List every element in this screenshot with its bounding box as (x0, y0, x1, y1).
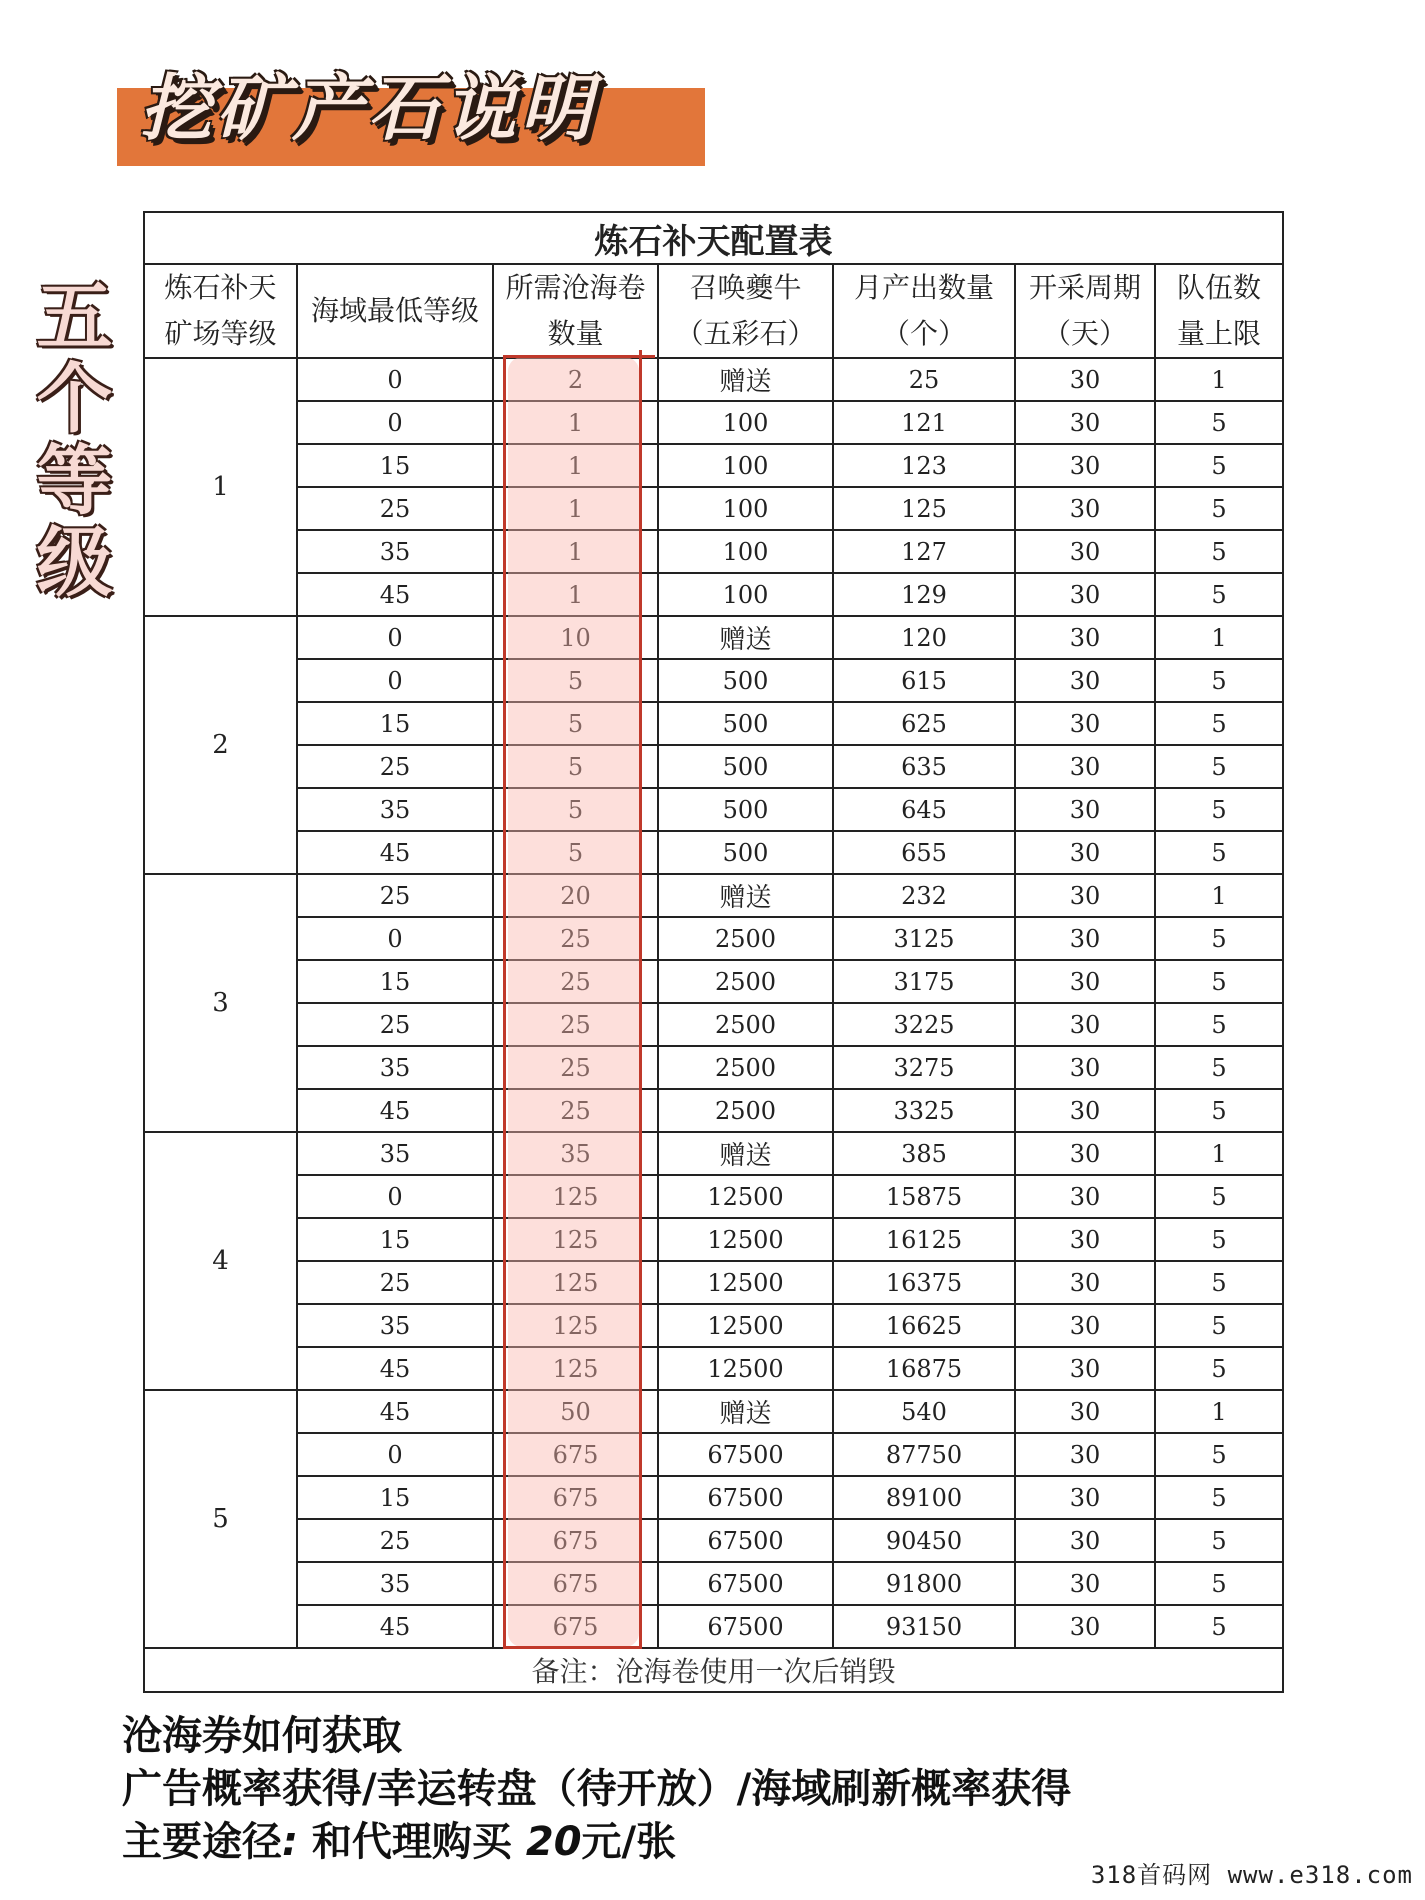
scroll-count-cell: 1 (493, 487, 658, 530)
team-limit-cell: 1 (1155, 358, 1283, 401)
column-header (144, 264, 297, 358)
config-table (143, 211, 1284, 1693)
table-row (144, 358, 1283, 401)
scroll-count-cell: 5 (493, 745, 658, 788)
team-limit-cell: 1 (1155, 874, 1283, 917)
monthly-output-cell: 90450 (833, 1519, 1015, 1562)
highlight-border-bottom (503, 1646, 642, 1649)
column-header-line: 海域最低等级 (310, 294, 479, 327)
team-limit-cell: 5 (1155, 444, 1283, 487)
mining-cycle-cell: 30 (1015, 487, 1155, 530)
monthly-output-cell: 129 (833, 573, 1015, 616)
team-limit-cell: 5 (1155, 1003, 1283, 1046)
monthly-output-cell: 25 (833, 358, 1015, 401)
table-row (144, 745, 1283, 788)
scroll-count-cell: 1 (493, 530, 658, 573)
min-sea-level-cell: 15 (297, 1218, 493, 1261)
min-sea-level-cell: 15 (297, 702, 493, 745)
team-limit-cell: 5 (1155, 745, 1283, 788)
table-row (144, 444, 1283, 487)
scroll-count-cell: 125 (493, 1218, 658, 1261)
monthly-output-cell: 232 (833, 874, 1015, 917)
monthly-output-cell: 16125 (833, 1218, 1015, 1261)
summon-cost-cell: 2500 (658, 917, 833, 960)
team-limit-cell: 5 (1155, 1605, 1283, 1648)
mine-level-cell: 5 (144, 1390, 297, 1648)
table-row (144, 1046, 1283, 1089)
column-header-line: （天） (1042, 317, 1127, 350)
column-header (493, 264, 658, 358)
monthly-output-cell: 3225 (833, 1003, 1015, 1046)
table-row (144, 702, 1283, 745)
min-sea-level-cell: 0 (297, 1175, 493, 1218)
table-row (144, 1261, 1283, 1304)
main-route-price: 20 (525, 1819, 582, 1865)
watermark: 318首码网 www.e318.com (1090, 1861, 1413, 1889)
summon-cost-cell: 500 (658, 659, 833, 702)
team-limit-cell: 5 (1155, 1347, 1283, 1390)
min-sea-level-cell: 0 (297, 616, 493, 659)
monthly-output-cell: 3325 (833, 1089, 1015, 1132)
scroll-count-cell: 125 (493, 1304, 658, 1347)
scroll-count-cell: 1 (493, 401, 658, 444)
summon-cost-cell: 12500 (658, 1304, 833, 1347)
min-sea-level-cell: 0 (297, 1433, 493, 1476)
team-limit-cell: 5 (1155, 1175, 1283, 1218)
team-limit-cell: 5 (1155, 917, 1283, 960)
team-limit-cell: 5 (1155, 831, 1283, 874)
column-header-line: 月产出数量 (853, 271, 994, 304)
mining-cycle-cell: 30 (1015, 616, 1155, 659)
scroll-count-cell: 125 (493, 1261, 658, 1304)
table-note: 备注：沧海卷使用一次后销毁 (144, 1648, 1283, 1692)
team-limit-cell: 5 (1155, 401, 1283, 444)
scroll-count-cell: 1 (493, 444, 658, 487)
scroll-count-cell: 25 (493, 1089, 658, 1132)
mining-cycle-cell: 30 (1015, 659, 1155, 702)
team-limit-cell: 5 (1155, 1433, 1283, 1476)
table-row (144, 1519, 1283, 1562)
monthly-output-cell: 3175 (833, 960, 1015, 1003)
table-row (144, 917, 1283, 960)
summon-cost-cell: 赠送 (658, 1132, 833, 1175)
monthly-output-cell: 15875 (833, 1175, 1015, 1218)
table-row (144, 788, 1283, 831)
mining-cycle-cell: 30 (1015, 1390, 1155, 1433)
table-row (144, 1132, 1283, 1175)
scroll-count-cell: 125 (493, 1347, 658, 1390)
team-limit-cell: 5 (1155, 1304, 1283, 1347)
monthly-output-cell: 540 (833, 1390, 1015, 1433)
monthly-output-cell: 16625 (833, 1304, 1015, 1347)
team-limit-cell: 5 (1155, 788, 1283, 831)
scroll-count-cell: 2 (493, 358, 658, 401)
column-header (1155, 264, 1283, 358)
min-sea-level-cell: 35 (297, 1132, 493, 1175)
mining-cycle-cell: 30 (1015, 960, 1155, 1003)
acquisition-heading: 沧海券如何获取 (122, 1713, 402, 1759)
summon-cost-cell: 67500 (658, 1605, 833, 1648)
team-limit-cell: 5 (1155, 1519, 1283, 1562)
acquisition-methods: 广告概率获得/幸运转盘（待开放）/海域刷新概率获得 (122, 1766, 1072, 1812)
summon-cost-cell: 100 (658, 573, 833, 616)
scroll-count-cell: 5 (493, 702, 658, 745)
mining-cycle-cell: 30 (1015, 788, 1155, 831)
table-row (144, 1175, 1283, 1218)
table-row (144, 616, 1283, 659)
table-row (144, 960, 1283, 1003)
summon-cost-cell: 12500 (658, 1347, 833, 1390)
table-row (144, 1304, 1283, 1347)
team-limit-cell: 1 (1155, 1390, 1283, 1433)
summon-cost-cell: 2500 (658, 1089, 833, 1132)
min-sea-level-cell: 45 (297, 1605, 493, 1648)
scroll-count-cell: 5 (493, 788, 658, 831)
table-row (144, 1347, 1283, 1390)
min-sea-level-cell: 45 (297, 831, 493, 874)
table-row (144, 874, 1283, 917)
summon-cost-cell: 12500 (658, 1261, 833, 1304)
table-row (144, 401, 1283, 444)
main-route-colon: : (282, 1819, 312, 1865)
column-header-line: 召唤夔牛 (689, 271, 802, 304)
summon-cost-cell: 100 (658, 487, 833, 530)
mining-cycle-cell: 30 (1015, 1605, 1155, 1648)
mining-cycle-cell: 30 (1015, 1218, 1155, 1261)
summon-cost-cell: 赠送 (658, 616, 833, 659)
main-route-prefix: 主要途径 (122, 1819, 282, 1865)
min-sea-level-cell: 25 (297, 1519, 493, 1562)
team-limit-cell: 5 (1155, 659, 1283, 702)
scroll-count-cell: 10 (493, 616, 658, 659)
min-sea-level-cell: 0 (297, 659, 493, 702)
team-limit-cell: 5 (1155, 1218, 1283, 1261)
column-header-line: 数量 (547, 317, 604, 350)
mining-cycle-cell: 30 (1015, 1261, 1155, 1304)
acquisition-main-route (122, 1816, 1071, 1869)
column-header-line: （个） (881, 317, 966, 350)
scroll-count-cell: 25 (493, 1003, 658, 1046)
summon-cost-cell: 67500 (658, 1519, 833, 1562)
min-sea-level-cell: 15 (297, 1476, 493, 1519)
table-caption: 炼石补天配置表 (144, 212, 1283, 264)
team-limit-cell: 5 (1155, 573, 1283, 616)
highlight-border-right (639, 350, 642, 1647)
summon-cost-cell: 67500 (658, 1433, 833, 1476)
min-sea-level-cell: 35 (297, 1046, 493, 1089)
mining-cycle-cell: 30 (1015, 831, 1155, 874)
summon-cost-cell: 2500 (658, 960, 833, 1003)
table-row (144, 1089, 1283, 1132)
scroll-count-cell: 5 (493, 659, 658, 702)
summon-cost-cell: 500 (658, 831, 833, 874)
mining-cycle-cell: 30 (1015, 401, 1155, 444)
main-route-suffix: 元/张 (581, 1819, 677, 1865)
min-sea-level-cell: 45 (297, 573, 493, 616)
team-limit-cell: 1 (1155, 616, 1283, 659)
min-sea-level-cell: 35 (297, 530, 493, 573)
mining-cycle-cell: 30 (1015, 1476, 1155, 1519)
column-header-line: （五彩石） (675, 317, 816, 350)
monthly-output-cell: 125 (833, 487, 1015, 530)
team-limit-cell: 5 (1155, 487, 1283, 530)
summon-cost-cell: 2500 (658, 1046, 833, 1089)
mine-level-cell: 2 (144, 616, 297, 874)
summon-cost-cell: 500 (658, 702, 833, 745)
column-header-line: 量上限 (1177, 317, 1262, 350)
table-row (144, 530, 1283, 573)
mining-cycle-cell: 30 (1015, 1562, 1155, 1605)
acquisition-info (122, 1710, 1071, 1869)
table-row (144, 1003, 1283, 1046)
min-sea-level-cell: 45 (297, 1089, 493, 1132)
monthly-output-cell: 16375 (833, 1261, 1015, 1304)
scroll-count-cell: 20 (493, 874, 658, 917)
summon-cost-cell: 500 (658, 788, 833, 831)
monthly-output-cell: 120 (833, 616, 1015, 659)
team-limit-cell: 5 (1155, 960, 1283, 1003)
mining-cycle-cell: 30 (1015, 745, 1155, 788)
monthly-output-cell: 16875 (833, 1347, 1015, 1390)
table-row (144, 573, 1283, 616)
mine-level-cell: 1 (144, 358, 297, 616)
mining-cycle-cell: 30 (1015, 1175, 1155, 1218)
mining-cycle-cell: 30 (1015, 1519, 1155, 1562)
team-limit-cell: 5 (1155, 1261, 1283, 1304)
mining-cycle-cell: 30 (1015, 358, 1155, 401)
highlight-border-top (503, 355, 655, 358)
column-header (1015, 264, 1155, 358)
mining-cycle-cell: 30 (1015, 1433, 1155, 1476)
mining-cycle-cell: 30 (1015, 1046, 1155, 1089)
table-row (144, 831, 1283, 874)
min-sea-level-cell: 35 (297, 1304, 493, 1347)
summon-cost-cell: 500 (658, 745, 833, 788)
table-row (144, 1218, 1283, 1261)
monthly-output-cell: 89100 (833, 1476, 1015, 1519)
mining-cycle-cell: 30 (1015, 1347, 1155, 1390)
monthly-output-cell: 93150 (833, 1605, 1015, 1648)
monthly-output-cell: 127 (833, 530, 1015, 573)
min-sea-level-cell: 25 (297, 1003, 493, 1046)
summon-cost-cell: 12500 (658, 1175, 833, 1218)
scroll-count-cell: 25 (493, 1046, 658, 1089)
min-sea-level-cell: 25 (297, 745, 493, 788)
min-sea-level-cell: 45 (297, 1347, 493, 1390)
summon-cost-cell: 67500 (658, 1476, 833, 1519)
config-table-wrapper (143, 211, 1282, 1693)
column-header (297, 264, 493, 358)
monthly-output-cell: 3125 (833, 917, 1015, 960)
min-sea-level-cell: 25 (297, 1261, 493, 1304)
highlight-border-left (503, 357, 506, 1647)
mining-cycle-cell: 30 (1015, 573, 1155, 616)
mining-cycle-cell: 30 (1015, 1132, 1155, 1175)
summon-cost-cell: 100 (658, 444, 833, 487)
monthly-output-cell: 625 (833, 702, 1015, 745)
summon-cost-cell: 2500 (658, 1003, 833, 1046)
summon-cost-cell: 赠送 (658, 1390, 833, 1433)
monthly-output-cell: 385 (833, 1132, 1015, 1175)
main-route-mid: 和代理购买 (311, 1819, 526, 1865)
table-row (144, 1605, 1283, 1648)
column-header (658, 264, 833, 358)
monthly-output-cell: 645 (833, 788, 1015, 831)
scroll-count-cell: 675 (493, 1519, 658, 1562)
monthly-output-cell: 3275 (833, 1046, 1015, 1089)
min-sea-level-cell: 25 (297, 874, 493, 917)
monthly-output-cell: 615 (833, 659, 1015, 702)
mining-cycle-cell: 30 (1015, 702, 1155, 745)
summon-cost-cell: 100 (658, 401, 833, 444)
team-limit-cell: 5 (1155, 530, 1283, 573)
min-sea-level-cell: 45 (297, 1390, 493, 1433)
side-label: 五个等级 (24, 276, 113, 604)
mine-level-cell: 3 (144, 874, 297, 1132)
min-sea-level-cell: 15 (297, 960, 493, 1003)
monthly-output-cell: 123 (833, 444, 1015, 487)
scroll-count-cell: 25 (493, 917, 658, 960)
scroll-count-cell: 675 (493, 1562, 658, 1605)
monthly-output-cell: 87750 (833, 1433, 1015, 1476)
scroll-count-cell: 35 (493, 1132, 658, 1175)
min-sea-level-cell: 0 (297, 401, 493, 444)
page-title: 挖矿产石说明 (140, 66, 597, 150)
team-limit-cell: 5 (1155, 1562, 1283, 1605)
table-row (144, 487, 1283, 530)
monthly-output-cell: 635 (833, 745, 1015, 788)
team-limit-cell: 5 (1155, 1089, 1283, 1132)
mining-cycle-cell: 30 (1015, 530, 1155, 573)
mining-cycle-cell: 30 (1015, 874, 1155, 917)
min-sea-level-cell: 15 (297, 444, 493, 487)
scroll-count-cell: 125 (493, 1175, 658, 1218)
table-row (144, 1562, 1283, 1605)
table-row (144, 659, 1283, 702)
team-limit-cell: 5 (1155, 1046, 1283, 1089)
team-limit-cell: 5 (1155, 702, 1283, 745)
min-sea-level-cell: 0 (297, 917, 493, 960)
summon-cost-cell: 100 (658, 530, 833, 573)
min-sea-level-cell: 35 (297, 1562, 493, 1605)
mining-cycle-cell: 30 (1015, 444, 1155, 487)
monthly-output-cell: 655 (833, 831, 1015, 874)
column-header-line: 队伍数 (1177, 271, 1262, 304)
column-header-line: 炼石补天 (164, 271, 277, 304)
mining-cycle-cell: 30 (1015, 1304, 1155, 1347)
table-row (144, 1390, 1283, 1433)
summon-cost-cell: 赠送 (658, 358, 833, 401)
min-sea-level-cell: 25 (297, 487, 493, 530)
scroll-count-cell: 1 (493, 573, 658, 616)
summon-cost-cell: 67500 (658, 1562, 833, 1605)
team-limit-cell: 1 (1155, 1132, 1283, 1175)
column-header-line: 开采周期 (1028, 271, 1141, 304)
mining-cycle-cell: 30 (1015, 917, 1155, 960)
scroll-count-cell: 5 (493, 831, 658, 874)
mining-cycle-cell: 30 (1015, 1089, 1155, 1132)
scroll-count-cell: 675 (493, 1476, 658, 1519)
summon-cost-cell: 赠送 (658, 874, 833, 917)
team-limit-cell: 5 (1155, 1476, 1283, 1519)
monthly-output-cell: 91800 (833, 1562, 1015, 1605)
column-header-line: 矿场等级 (164, 317, 277, 350)
column-header-line: 所需沧海卷 (505, 271, 646, 304)
scroll-count-cell: 50 (493, 1390, 658, 1433)
mine-level-cell: 4 (144, 1132, 297, 1390)
min-sea-level-cell: 0 (297, 358, 493, 401)
scroll-count-cell: 25 (493, 960, 658, 1003)
table-row (144, 1476, 1283, 1519)
column-header (833, 264, 1015, 358)
mining-cycle-cell: 30 (1015, 1003, 1155, 1046)
monthly-output-cell: 121 (833, 401, 1015, 444)
scroll-count-cell: 675 (493, 1605, 658, 1648)
min-sea-level-cell: 35 (297, 788, 493, 831)
scroll-count-cell: 675 (493, 1433, 658, 1476)
table-row (144, 1433, 1283, 1476)
summon-cost-cell: 12500 (658, 1218, 833, 1261)
